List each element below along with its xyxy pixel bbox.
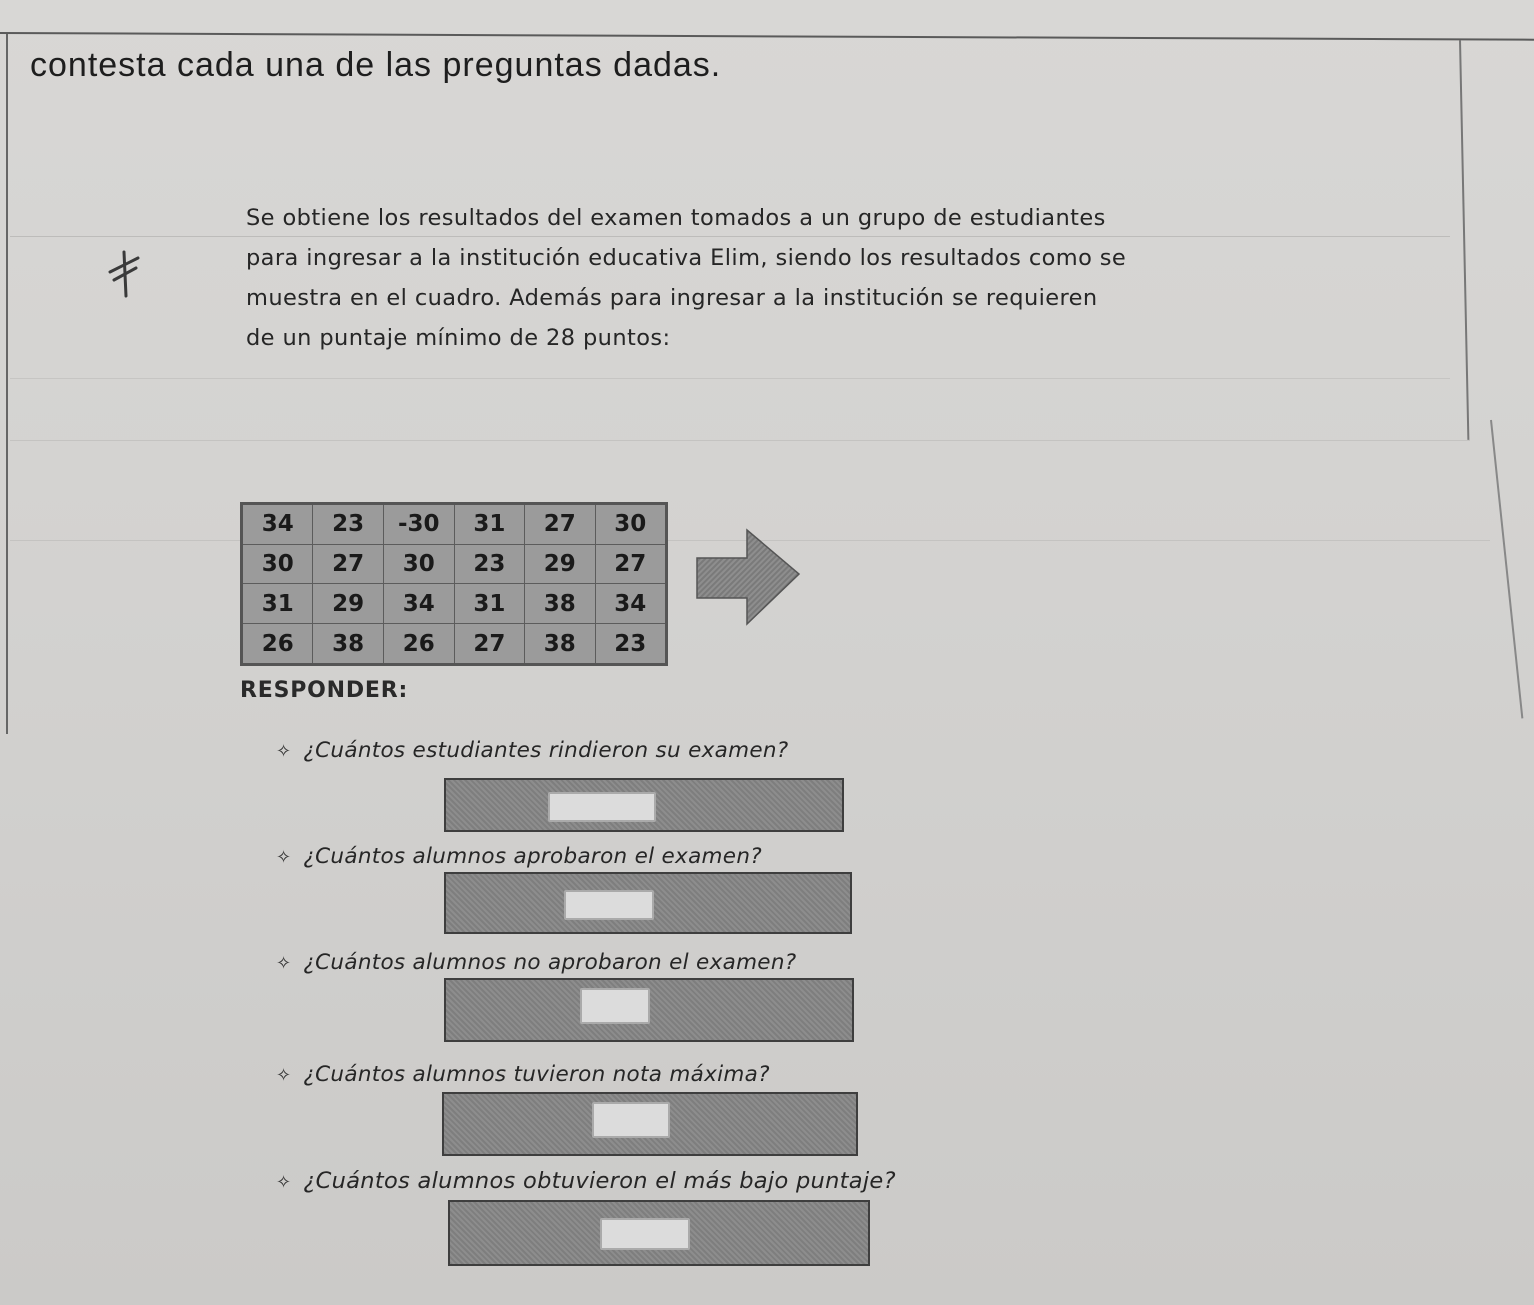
diamond-bullet-icon: ✧ <box>276 1065 292 1086</box>
diamond-bullet-icon: ✧ <box>276 1172 292 1193</box>
answer-box-1[interactable] <box>444 778 844 832</box>
diamond-bullet-icon: ✧ <box>276 847 292 868</box>
answer-input-4[interactable] <box>592 1102 670 1138</box>
score-cell: 34 <box>595 584 667 624</box>
faint-rule <box>10 440 1470 441</box>
question-text: ¿Cuántos estudiantes rindieron su examen? <box>303 738 789 763</box>
problem-line: muestra en el cuadro. Además para ingresar a la institución se requieren <box>246 285 1098 311</box>
right-arrow-icon <box>695 528 801 628</box>
problem-line: Se obtiene los resultados del examen tomados a un grupo de estudiantes <box>246 205 1106 231</box>
score-cell: 27 <box>525 504 595 545</box>
score-cell: 23 <box>313 504 383 545</box>
score-cell: 31 <box>454 504 524 545</box>
page-border-top <box>0 32 1534 41</box>
answer-box-3[interactable] <box>444 978 854 1042</box>
score-cell: 23 <box>595 624 667 665</box>
score-cell: 27 <box>595 544 667 584</box>
score-cell: 34 <box>383 584 454 624</box>
question-5 <box>276 1168 896 1194</box>
answer-input-2[interactable] <box>564 890 654 920</box>
table-row <box>242 624 667 665</box>
answer-box-5[interactable] <box>448 1200 870 1266</box>
score-cell: 26 <box>242 624 313 665</box>
score-cell: 31 <box>454 584 524 624</box>
score-cell: -30 <box>383 504 454 545</box>
score-cell: 29 <box>313 584 383 624</box>
score-cell: 38 <box>525 584 595 624</box>
question-text: ¿Cuántos alumnos obtuvieron el más bajo puntaje? <box>303 1168 896 1194</box>
answer-input-3[interactable] <box>580 988 650 1024</box>
question-2 <box>276 844 762 869</box>
score-cell: 38 <box>313 624 383 665</box>
instruction-heading: contesta cada una de las preguntas dadas. <box>30 46 722 84</box>
problem-line: para ingresar a la institución educativa Elim, siendo los resultados como se <box>246 245 1127 271</box>
problem-line: de un puntaje mínimo de 28 puntos: <box>246 325 671 351</box>
score-cell: 38 <box>525 624 595 665</box>
score-cell: 30 <box>383 544 454 584</box>
score-cell: 23 <box>454 544 524 584</box>
answer-box-4[interactable] <box>442 1092 858 1156</box>
question-text: ¿Cuántos alumnos no aprobaron el examen? <box>303 950 797 975</box>
pencil-mark-icon <box>100 244 150 300</box>
score-cell: 27 <box>313 544 383 584</box>
problem-statement <box>246 198 1256 358</box>
question-4 <box>276 1062 770 1087</box>
faint-rule <box>10 378 1450 379</box>
table-row <box>242 504 667 545</box>
question-3 <box>276 950 796 975</box>
table-row <box>242 584 667 624</box>
question-1 <box>276 738 789 763</box>
page-border-right <box>1459 40 1469 440</box>
diamond-bullet-icon: ✧ <box>276 741 292 762</box>
question-text: ¿Cuántos alumnos tuvieron nota máxima? <box>303 1062 770 1087</box>
diamond-bullet-icon: ✧ <box>276 953 292 974</box>
answer-input-1[interactable] <box>548 792 656 822</box>
responder-label: RESPONDER: <box>240 678 409 703</box>
scores-table <box>240 502 668 666</box>
answer-box-2[interactable] <box>444 872 852 934</box>
table-row <box>242 544 667 584</box>
question-text: ¿Cuántos alumnos aprobaron el examen? <box>303 844 762 869</box>
page-border-left <box>6 34 8 734</box>
score-cell: 26 <box>383 624 454 665</box>
score-cell: 31 <box>242 584 313 624</box>
page-border-right-lower <box>1490 420 1523 719</box>
score-cell: 30 <box>595 504 667 545</box>
score-cell: 27 <box>454 624 524 665</box>
score-cell: 30 <box>242 544 313 584</box>
score-cell: 29 <box>525 544 595 584</box>
answer-input-5[interactable] <box>600 1218 690 1250</box>
score-cell: 34 <box>242 504 313 545</box>
